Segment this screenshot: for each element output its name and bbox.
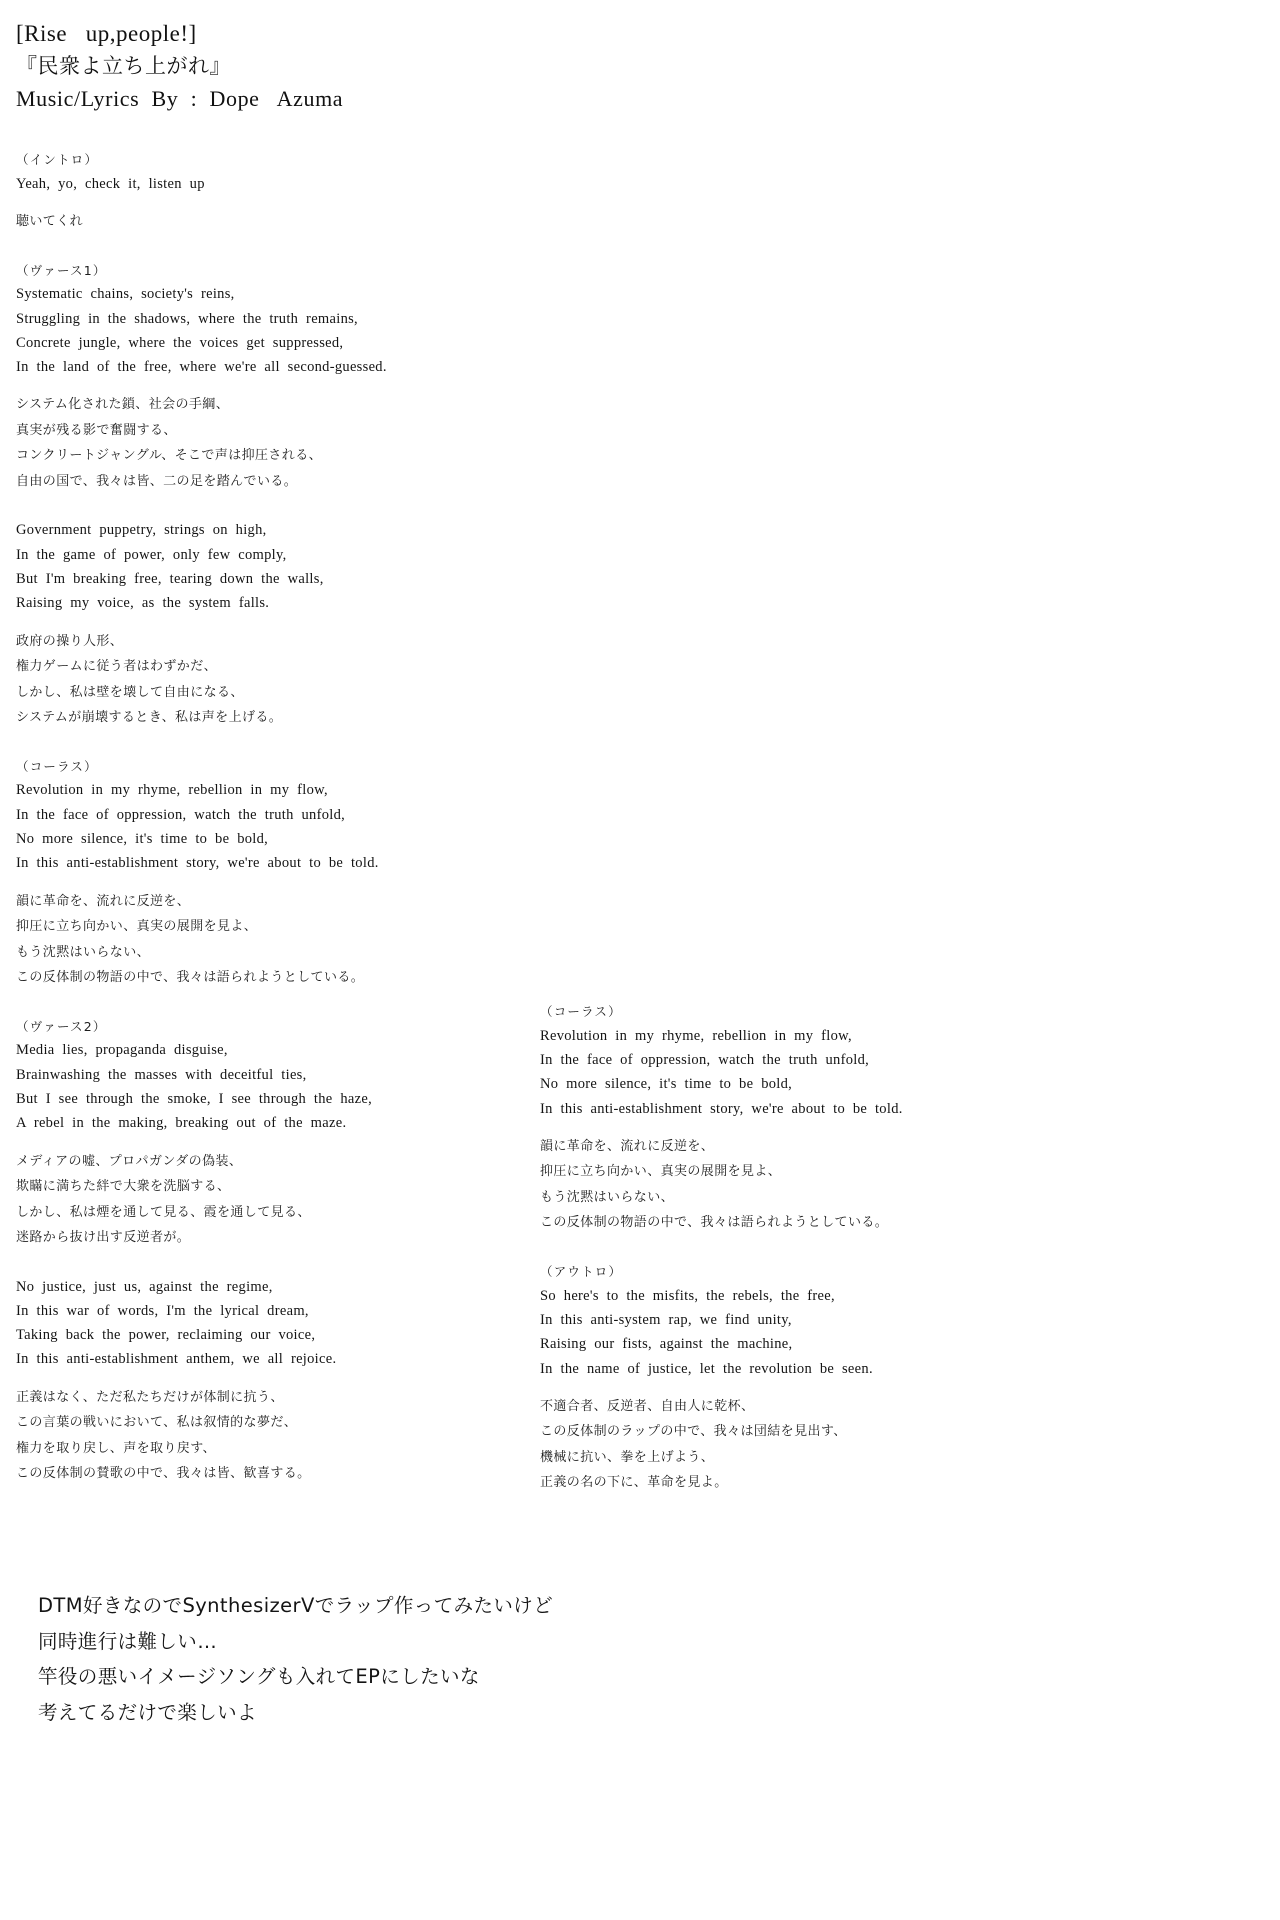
lyric-line-en: In the name of justice, let the revolution be seen. [540, 1360, 873, 1377]
lyrics-block [16, 1015, 546, 1275]
lyric-line-jp: 不適合者、反逆者、自由人に乾杯、 [540, 1398, 755, 1414]
lyrics-column-right [540, 1000, 1070, 1520]
section-label: （ヴァース2） [16, 1018, 107, 1034]
lyric-line-en: So here's to the misfits, the rebels, the free, [540, 1287, 835, 1304]
lyric-line-jp: 迷路から抜け出す反逆者が。 [16, 1230, 191, 1246]
note-line: 同時進行は難しい… [38, 1629, 218, 1653]
spacer [540, 1496, 1070, 1520]
lyrics-block [16, 148, 546, 259]
lyric-line-jp: 韻に革命を、流れに反逆を、 [16, 893, 191, 909]
document-header [16, 18, 916, 115]
lyric-line-jp: システムが崩壊するとき、私は声を上げる。 [16, 710, 283, 726]
spacer [16, 1487, 546, 1511]
lyric-line-jp: 真実が残る影で奮闘する、 [16, 422, 177, 438]
lyric-line-en: In the game of power, only few comply, [16, 546, 287, 563]
spacer [16, 494, 546, 518]
note-line: 考えてるだけで楽しいよ [38, 1700, 257, 1724]
lyric-line-en: Brainwashing the masses with deceitful ties, [16, 1066, 307, 1083]
spacer [16, 379, 546, 392]
section-label: （コーラス） [16, 758, 98, 774]
lyric-line-en: No more silence, it's time to be bold, [16, 831, 269, 848]
lyric-line-jp: 正義はなく、ただ私たちだけが体制に抗う、 [16, 1389, 284, 1405]
lyric-line-en: In the land of the free, where we're all second-guessed. [16, 359, 387, 376]
lyric-line-jp: 韻に革命を、流れに反逆を、 [540, 1138, 715, 1154]
lyric-line-en: Concrete jungle, where the voices get suppressed, [16, 334, 344, 351]
lyric-line-jp: 権力ゲームに従う者はわずかだ、 [16, 659, 218, 675]
lyric-line-jp: 機械に抗い、拳を上げよう、 [540, 1449, 715, 1465]
spacer [540, 1236, 1070, 1260]
lyric-line-en: In the face of oppression, watch the truth unfold, [540, 1052, 870, 1069]
lyric-line-en: In this anti-establishment story, we're about to be told. [16, 855, 379, 872]
spacer [16, 991, 546, 1015]
lyric-line-en: Struggling in the shadows, where the truth remains, [16, 310, 358, 327]
song-title-english: [Rise up,people!] [16, 21, 197, 46]
spacer [540, 1381, 1070, 1394]
lyric-line-en: Revolution in my rhyme, rebellion in my flow, [540, 1027, 852, 1044]
lyric-line-jp: この反体制の物語の中で、我々は語られようとしている。 [16, 970, 365, 986]
lyric-line-en: Yeah, yo, check it, listen up [16, 175, 205, 192]
lyrics-block [540, 1260, 1070, 1520]
spacer [16, 731, 546, 755]
spacer [16, 616, 546, 629]
lyrics-block [540, 1000, 1070, 1260]
lyrics-block [16, 518, 546, 754]
lyric-line-en: In this anti-establishment story, we're about to be told. [540, 1100, 903, 1117]
spacer [16, 876, 546, 889]
section-label: （コーラス） [540, 1004, 622, 1019]
spacer [16, 1372, 546, 1385]
lyric-line-en: Systematic chains, society's reins, [16, 286, 235, 303]
lyric-line-jp: しかし、私は壁を壊して自由になる、 [16, 684, 244, 700]
lyric-line-en: Government puppetry, strings on high, [16, 522, 267, 539]
lyric-line-jp: メディアの嘘、プロパガンダの偽装、 [16, 1153, 243, 1169]
note-line: DTM好きなのでSynthesizerVでラップ作ってみたいけど [38, 1594, 554, 1617]
lyric-line-en: But I'm breaking free, tearing down the walls, [16, 571, 324, 588]
lyric-line-en: In this anti-system rap, we find unity, [540, 1311, 792, 1328]
lyric-line-en: Taking back the power, reclaiming our voice, [16, 1327, 316, 1344]
lyric-line-jp: 政府の操り人形、 [16, 633, 124, 649]
lyric-line-jp: この反体制のラップの中で、我々は団結を見出す、 [540, 1424, 847, 1440]
spacer [16, 235, 546, 259]
lyric-line-jp: この反体制の物語の中で、我々は語られようとしている。 [540, 1215, 889, 1231]
lyric-line-jp: コンクリートジャングル、そこで声は抑圧される、 [16, 448, 322, 464]
lyric-line-en: But I see through the smoke, I see through the haze, [16, 1090, 373, 1107]
lyric-line-en: In the face of oppression, watch the truth unfold, [16, 806, 346, 823]
lyric-line-en: Raising my voice, as the system falls. [16, 595, 270, 612]
lyric-line-en: In this anti-establishment anthem, we all rejoice. [16, 1351, 337, 1368]
lyric-line-jp: もう沈黙はいらない、 [540, 1189, 675, 1205]
lyric-line-jp: 自由の国で、我々は皆、二の足を踏んでいる。 [16, 473, 298, 489]
section-label: （アウトロ） [540, 1263, 623, 1279]
lyrics-block [16, 755, 546, 1015]
lyric-line-jp: 聴いてくれ [16, 214, 84, 230]
lyric-line-jp: 権力を取り戻し、声を取り戻す、 [16, 1440, 216, 1456]
lyric-line-en: A rebel in the making, breaking out of the maze. [16, 1115, 347, 1132]
music-lyrics-credit: Music/Lyrics By : Dope Azuma [16, 86, 344, 112]
lyrics-block [16, 1275, 546, 1511]
song-title-japanese: 『民衆よ立ち上がれ』 [16, 54, 231, 79]
lyrics-column-left [16, 148, 546, 1511]
spacer [540, 1121, 1070, 1134]
lyric-line-jp: システム化された鎖、社会の手綱、 [16, 397, 230, 413]
lyric-line-en: No justice, just us, against the regime, [16, 1278, 273, 1295]
lyric-line-jp: 抑圧に立ち向かい、真実の展開を見よ、 [540, 1164, 782, 1180]
lyric-line-en: Raising our fists, against the machine, [540, 1336, 793, 1353]
lyric-line-jp: しかし、私は煙を通して見る、霞を通して見る、 [16, 1204, 311, 1220]
lyric-line-en: In this war of words, I'm the lyrical dream, [16, 1302, 309, 1319]
section-label: （イントロ） [16, 152, 99, 167]
spacer [16, 196, 546, 209]
lyric-line-en: Media lies, propaganda disguise, [16, 1042, 228, 1059]
lyric-line-jp: 抑圧に立ち向かい、真実の展開を見よ、 [16, 919, 258, 935]
lyric-line-jp: この反体制の賛歌の中で、我々は皆、歓喜する。 [16, 1466, 311, 1482]
lyric-line-en: Revolution in my rhyme, rebellion in my flow, [16, 782, 328, 799]
spacer [16, 1136, 546, 1149]
lyric-line-jp: もう沈黙はいらない、 [16, 944, 151, 960]
section-label: （ヴァース1） [16, 262, 107, 278]
note-line: 竿役の悪いイメージソングも入れてEPにしたいな [38, 1665, 480, 1688]
lyric-line-jp: この言葉の戦いにおいて、私は叙情的な夢だ、 [16, 1415, 298, 1431]
author-note [38, 1588, 938, 1730]
lyrics-block [16, 259, 546, 519]
lyric-line-jp: 欺瞞に満ちた絆で大衆を洗脳する、 [16, 1179, 231, 1195]
lyric-line-en: No more silence, it's time to be bold, [540, 1076, 793, 1093]
spacer [16, 1251, 546, 1275]
lyric-line-jp: 正義の名の下に、革命を見よ。 [540, 1475, 728, 1491]
